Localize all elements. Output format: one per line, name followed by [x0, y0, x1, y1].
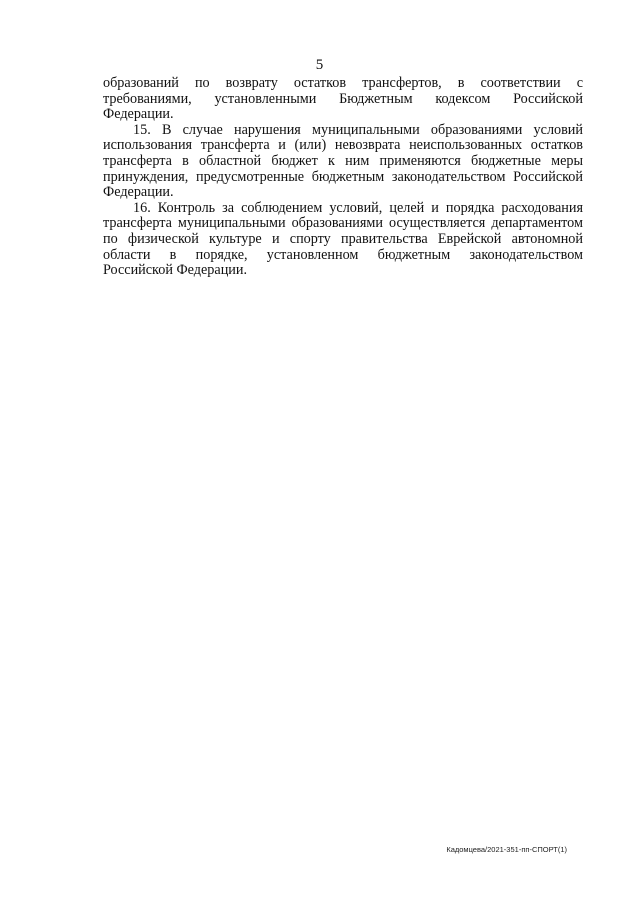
text-line: области в порядке, установленном бюджетным законодательством [103, 246, 583, 263]
paragraph-15 [103, 123, 583, 201]
document-code: Кадомцева/2021-351-пп-СПОРТ(1) [446, 845, 567, 854]
document-body [103, 76, 583, 279]
paragraph-continuation [103, 76, 583, 123]
text-line: образований по возврату остатков трансфертов, в соответствии с [103, 75, 583, 91]
text-line: трансферта в областной бюджет к ним применяются бюджетные меры [103, 152, 583, 169]
text-line: трансферта муниципальными образованиями осуществляется департаментом [103, 215, 583, 232]
text-line: требованиями, установленными Бюджетным кодексом Российской [103, 90, 583, 107]
text-line: 15. В случае нарушения муниципальными образованиями условий [133, 121, 583, 138]
text-line: Российской Федерации. [103, 262, 248, 279]
text-line: принуждения, предусмотренные бюджетным законодательством Российской [103, 168, 583, 185]
paragraph-16 [103, 201, 583, 279]
text-line: Федерации. [103, 106, 174, 123]
page-number: 5 [315, 57, 324, 73]
text-line: Федерации. [103, 184, 174, 201]
text-line: по физической культуре и спорту правительства Еврейской автономной [103, 230, 583, 247]
text-line: 16. Контроль за соблюдением условий, целей и порядка расходования [133, 199, 583, 216]
text-line: использования трансферта и (или) невозврата неиспользованных остатков [103, 137, 583, 154]
